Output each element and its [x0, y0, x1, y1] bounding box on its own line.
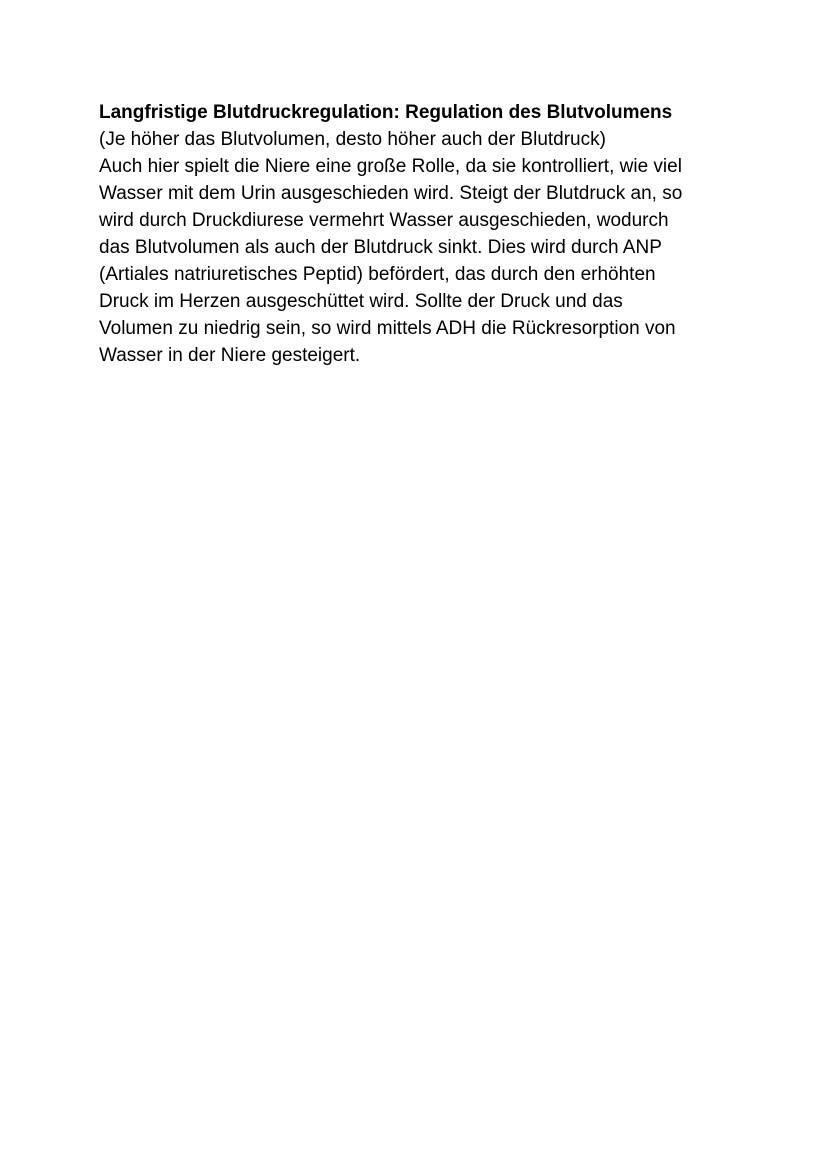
text-line: das Blutvolumen als auch der Blutdruck sinkt. Dies wird durch ANP [99, 237, 662, 258]
section-heading: Langfristige Blutdruckregulation: Regulation des Blutvolumens [99, 102, 673, 123]
text-line: Volumen zu niedrig sein, so wird mittels ADH die Rückresorption von [99, 318, 676, 339]
text-line: Druck im Herzen ausgeschüttet wird. Sollte der Druck und das [99, 291, 623, 312]
text-line: Wasser mit dem Urin ausgeschieden wird. Steigt der Blutdruck an, so [99, 183, 683, 204]
text-line: (Je höher das Blutvolumen, desto höher auch der Blutdruck) [99, 129, 606, 150]
text-line: Wasser in der Niere gesteigert. [99, 345, 361, 366]
text-line: (Artiales natriuretisches Peptid) befördert, das durch den erhöhten [99, 264, 656, 285]
text-line: wird durch Druckdiurese vermehrt Wasser ausgeschieden, wodurch [99, 210, 669, 231]
document-body [99, 99, 749, 369]
text-line: Auch hier spielt die Niere eine große Rolle, da sie kontrolliert, wie viel [99, 156, 682, 177]
